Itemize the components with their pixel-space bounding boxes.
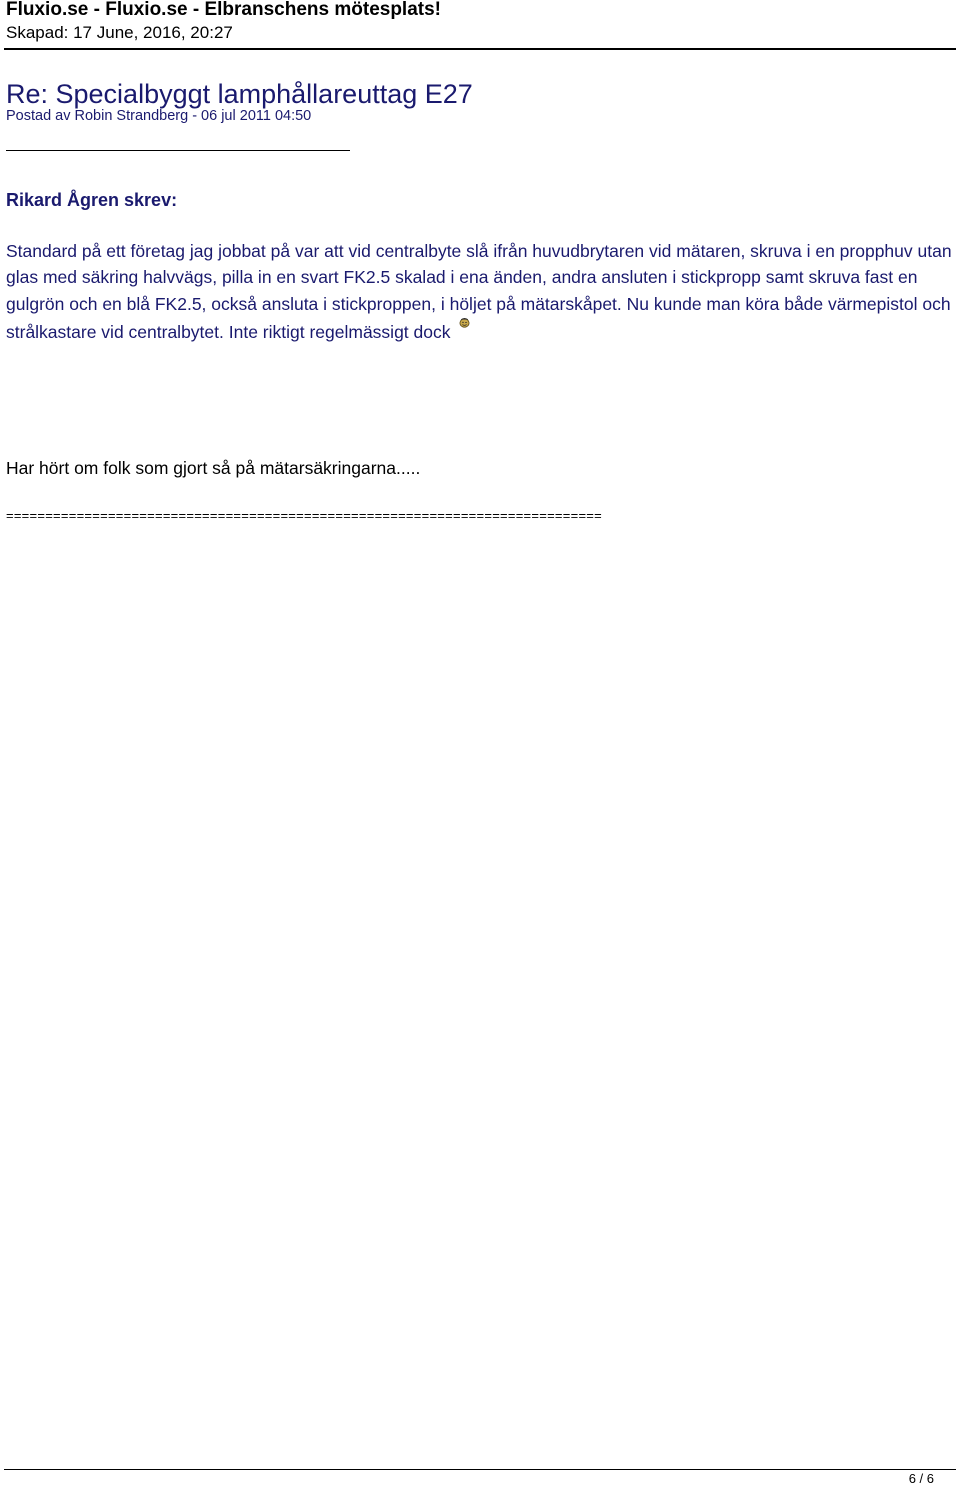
page-number: 6 / 6	[908, 1471, 934, 1486]
post-meta: Postad av Robin Strandberg - 06 jul 2011 04:50	[6, 108, 312, 124]
wink-smiley-icon	[459, 317, 470, 328]
site-title: Fluxio.se - Fluxio.se - Elbranschens mötesplats!	[6, 0, 441, 20]
separator-line: ============================================================================	[6, 508, 602, 523]
quote-author: Rikard Ågren skrev:	[6, 190, 178, 210]
header-divider	[4, 48, 956, 50]
reply-body: Har hört om folk som gjort så på mätarsäkringarna.....	[6, 458, 421, 478]
quote-text: Standard på ett företag jag jobbat på var att vid centralbyte slå ifrån huvudbrytaren vid mätaren, skruva i en propphuv utan glas med säkring halvvägs, pilla in en svart FK2.5 skalad i ena änden, andra ansluten i stickpropp samt skruva fast en gulgrön och en blå FK2.5, också ansluta i stickproppen, i höljet på mätarskåpet. Nu kunde man köra både värmepistol och strålkastare vid centralbytet. Inte riktigt regelmässigt dock	[6, 241, 952, 343]
quote-divider	[6, 150, 350, 151]
footer-divider	[4, 1469, 956, 1470]
post-title: Re: Specialbyggt lamphållareuttag E27	[6, 79, 473, 109]
quote-body	[6, 238, 954, 346]
created-date: Skapad: 17 June, 2016, 20:27	[6, 23, 233, 42]
